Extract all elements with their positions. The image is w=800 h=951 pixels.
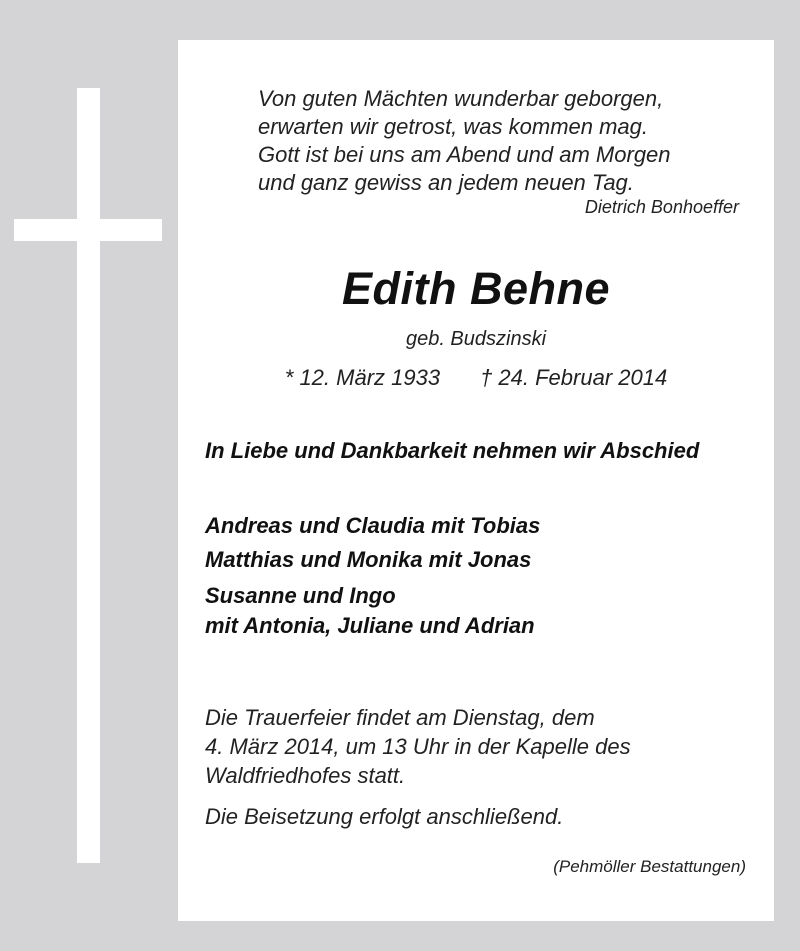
cross-horizontal-beam (14, 219, 162, 241)
service-line: Waldfriedhofes statt. (205, 763, 406, 788)
birth-name: geb. Budszinski (405, 328, 547, 350)
cross-vertical-beam (77, 88, 100, 863)
undertaker-name: (Pehmöller Bestattungen) (553, 857, 746, 876)
service-info (205, 703, 631, 790)
family-line: Andreas und Claudia mit Tobias (205, 513, 541, 538)
obituary-card (178, 40, 774, 921)
birth-date: * 12. März 1933 (284, 365, 441, 390)
burial-info: Die Beisetzung erfolgt anschließend. (205, 804, 564, 829)
life-dates (178, 365, 774, 391)
poem-line: und ganz gewiss an jedem neuen Tag. (258, 170, 634, 195)
poem-author: Dietrich Bonhoeffer (584, 197, 739, 217)
poem (258, 85, 671, 197)
service-line: Die Trauerfeier findet am Dienstag, dem (205, 705, 595, 730)
farewell-text: In Liebe und Dankbarkeit nehmen wir Abschied (205, 438, 700, 463)
family-line: Matthias und Monika mit Jonas (205, 547, 532, 572)
poem-line: Von guten Mächten wunderbar geborgen, (258, 86, 664, 111)
poem-line: erwarten wir getrost, was kommen mag. (258, 114, 649, 139)
service-line: 4. März 2014, um 13 Uhr in der Kapelle des (205, 734, 631, 759)
death-date: † 24. Februar 2014 (480, 365, 668, 390)
family-group (205, 511, 540, 541)
poem-line: Gott ist bei uns am Abend und am Morgen (258, 142, 671, 167)
family-group (205, 581, 535, 641)
deceased-name: Edith Behne (341, 263, 610, 314)
family-group (205, 545, 531, 575)
family-line: Susanne und Ingo (205, 583, 396, 608)
family-line: mit Antonia, Juliane und Adrian (205, 613, 535, 638)
